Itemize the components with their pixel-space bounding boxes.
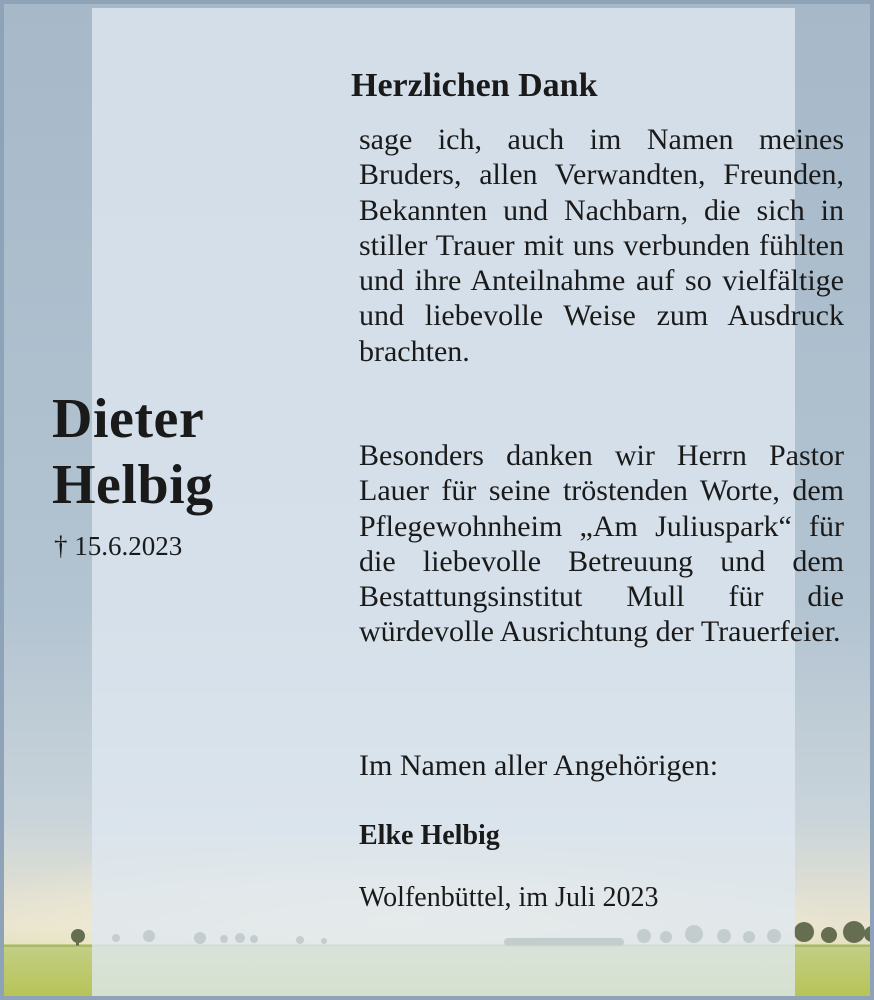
closing-line: Im Namen aller Angehörigen: xyxy=(359,749,719,782)
thanks-heading: Herzlichen Dank xyxy=(351,67,598,104)
deceased-name xyxy=(52,386,214,518)
place-and-date: Wolfenbüttel, im Juli 2023 xyxy=(359,882,659,913)
first-name: Dieter xyxy=(52,388,205,450)
last-name: Helbig xyxy=(52,454,214,516)
thanks-paragraph-1: sage ich, auch im Namen meines Bruders, allen Verwandten, Freunden, Bekannten und Nachbarn, die sich in stiller Trauer mit uns verbunden fühlten und ihre Anteilnahme auf so vielfältige und liebevolle Weise zum Ausdruck brachten. xyxy=(359,123,844,368)
thanks-paragraph-2: Besonders danken wir Herrn Pastor Lauer für seine tröstenden Worte, dem Pflegewohnheim „Am Juliuspark“ für die liebevolle Betreuung und dem Bestattungsinstitut Mull für die würdevolle Ausrichtung der Trauerfeier. xyxy=(359,439,844,649)
signer-name: Elke Helbig xyxy=(359,820,500,851)
death-date: † 15.6.2023 xyxy=(54,531,183,561)
